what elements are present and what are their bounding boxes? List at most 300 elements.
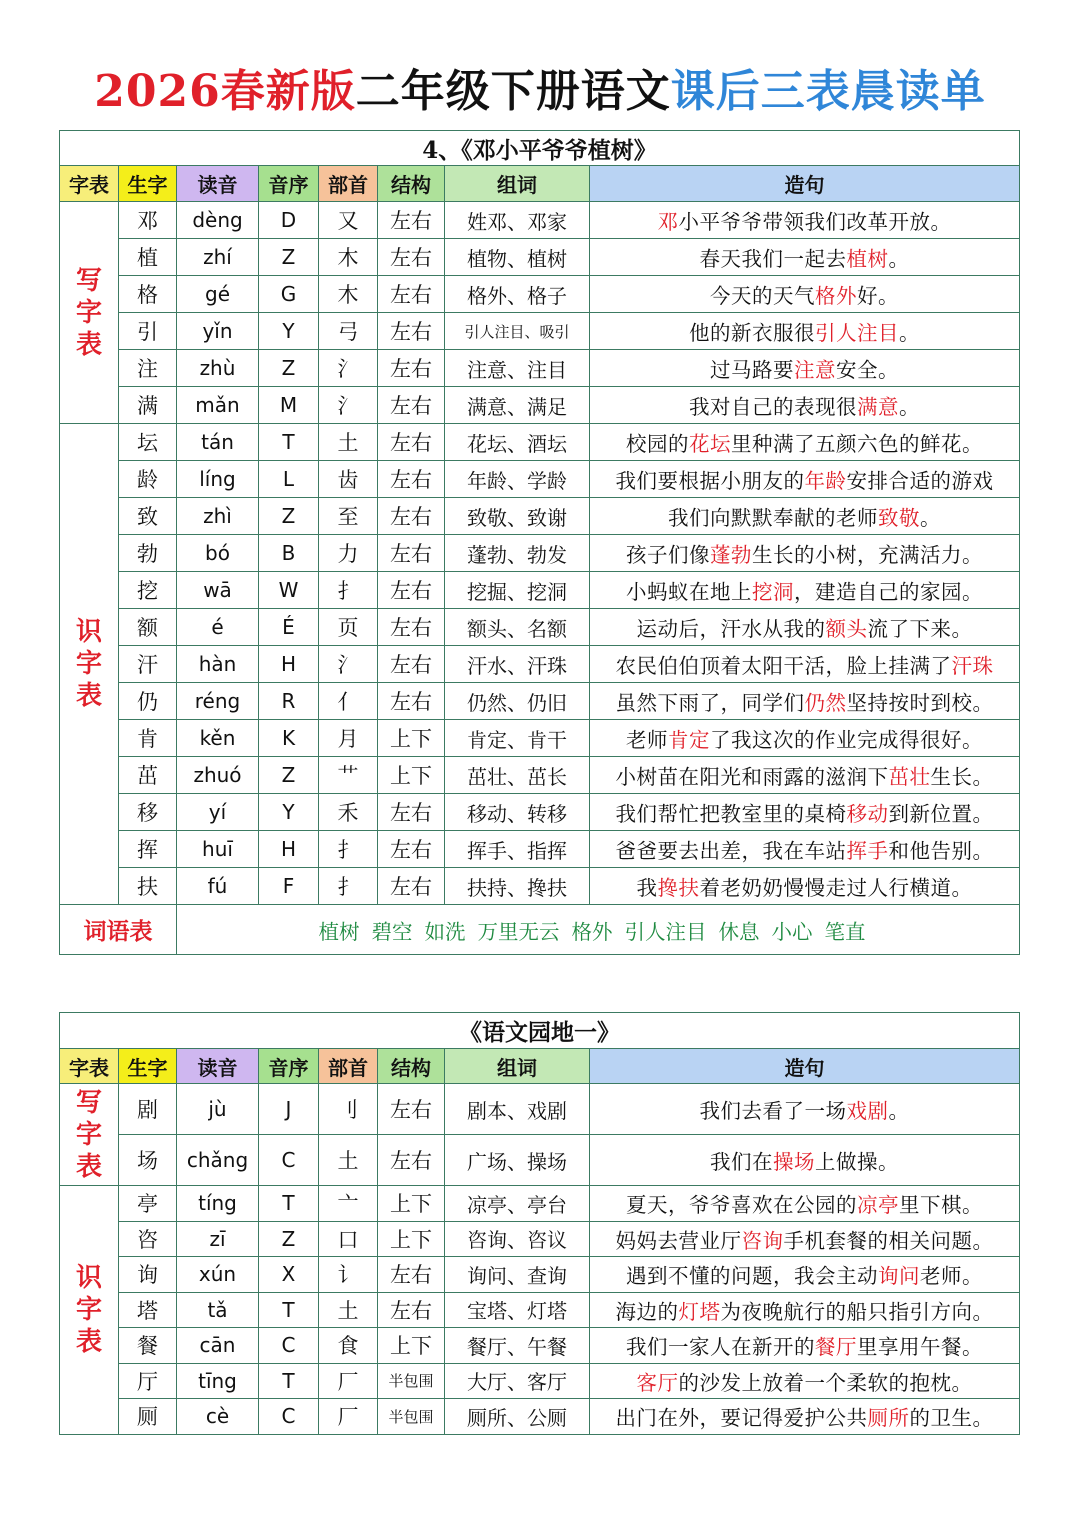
sentence-cell [590, 1221, 1020, 1257]
letter-cell: L [259, 461, 319, 498]
sentence-text: 生长的小树，充满活力。 [752, 543, 983, 567]
radical-cell: 氵 [319, 387, 378, 424]
sentence-cell [590, 535, 1020, 572]
table-row [60, 313, 1020, 350]
sentence-text: 出门在外，要记得爱护公共 [615, 1406, 868, 1431]
sentence-text: 里享用午餐。 [857, 1335, 983, 1360]
table-row [60, 1363, 1020, 1399]
table-row [60, 572, 1020, 609]
words-cell: 移动、转移 [445, 794, 590, 831]
sentence-cell [590, 1363, 1020, 1399]
words-cell: 植物、植树 [445, 239, 590, 276]
sentence-text: 着老奶奶慢慢走过人行横道。 [699, 876, 973, 900]
char-cell: 仍 [119, 683, 177, 720]
header-duyin: 读音 [177, 166, 259, 202]
structure-cell: 上下 [378, 720, 445, 757]
structure-cell: 左右 [378, 202, 445, 239]
header-bushou: 部首 [319, 166, 378, 202]
sentence-cell [590, 646, 1020, 683]
char-cell: 肯 [119, 720, 177, 757]
letter-cell: Z [259, 757, 319, 794]
table-row [60, 1257, 1020, 1293]
highlight-word: 汗珠 [951, 654, 994, 678]
structure-cell: 左右 [378, 239, 445, 276]
words-cell: 广场、操场 [445, 1135, 590, 1186]
table-row [60, 387, 1020, 424]
table-row [60, 1135, 1020, 1186]
words-cell: 注意、注目 [445, 350, 590, 387]
highlight-word: 格外 [815, 284, 857, 308]
sentence-cell [590, 424, 1020, 461]
vocab-word: 休息 [718, 919, 760, 944]
char-cell: 邓 [119, 202, 177, 239]
highlight-word: 肯定 [668, 728, 710, 752]
words-cell: 宝塔、灯塔 [445, 1292, 590, 1328]
table-row [60, 831, 1020, 868]
char-cell: 厕 [119, 1399, 177, 1435]
pinyin-cell: réng [177, 683, 259, 720]
words-cell: 额头、名额 [445, 609, 590, 646]
sentence-text: 的沙发上放着一个柔软的抱枕。 [678, 1370, 973, 1395]
words-cell: 咨询、咨议 [445, 1221, 590, 1257]
char-cell: 挖 [119, 572, 177, 609]
table-row [60, 498, 1020, 535]
radical-cell: 齿 [319, 461, 378, 498]
sentence-text: 安排合适的游戏 [846, 469, 994, 493]
sentence-text: 他的新衣服很 [689, 321, 815, 345]
table-row [60, 609, 1020, 646]
table-row [60, 1186, 1020, 1222]
words-cell: 凉亭、亭台 [445, 1186, 590, 1222]
radical-cell: 扌 [319, 868, 378, 905]
radical-cell: 扌 [319, 831, 378, 868]
structure-cell: 左右 [378, 609, 445, 646]
pinyin-cell: zhì [177, 498, 259, 535]
table-row [60, 683, 1020, 720]
sentence-text: 和他告别。 [888, 839, 994, 863]
structure-cell: 左右 [378, 646, 445, 683]
sentence-text: 我们去看了一场 [699, 1099, 847, 1123]
group-label-char: 表 [75, 329, 102, 360]
lesson2-table [59, 1012, 1020, 1435]
vocab-word: 格外 [571, 919, 613, 944]
char-cell: 满 [119, 387, 177, 424]
header-yinxu: 音序 [259, 166, 319, 202]
char-cell: 厅 [119, 1363, 177, 1399]
structure-cell: 左右 [378, 313, 445, 350]
highlight-word: 灯塔 [678, 1299, 721, 1324]
highlight-word: 致敬 [878, 506, 920, 530]
sentence-cell [590, 868, 1020, 905]
structure-cell: 上下 [378, 1221, 445, 1257]
pinyin-cell: gé [177, 276, 259, 313]
letter-cell: H [259, 831, 319, 868]
table-row [60, 868, 1020, 905]
sentence-text: 。 [899, 321, 920, 345]
char-cell: 场 [119, 1135, 177, 1186]
words-cell: 肯定、肯干 [445, 720, 590, 757]
highlight-word: 额头 [825, 617, 868, 641]
highlight-word: 满意 [857, 395, 899, 419]
pinyin-cell: tǎ [177, 1292, 259, 1328]
radical-cell: 土 [319, 1135, 378, 1186]
letter-cell: C [259, 1328, 319, 1364]
letter-cell: G [259, 276, 319, 313]
radical-cell: 讠 [319, 1257, 378, 1293]
char-cell: 塔 [119, 1292, 177, 1328]
group-label-char: 识 [75, 1262, 102, 1293]
structure-cell: 左右 [378, 1292, 445, 1328]
highlight-word: 年龄 [804, 469, 847, 493]
letter-cell: Y [259, 313, 319, 350]
group-label-char: 写 [75, 1087, 102, 1118]
letter-cell: W [259, 572, 319, 609]
radical-cell: 至 [319, 498, 378, 535]
group-label-char: 写 [75, 265, 102, 296]
sentence-text: 虽然下雨了，同学们 [615, 691, 805, 715]
header-yinxu: 音序 [259, 1049, 319, 1084]
group-label-char: 表 [75, 1151, 102, 1182]
highlight-word: 植树 [846, 247, 889, 271]
highlight-word: 询问 [878, 1264, 920, 1289]
structure-cell: 左右 [378, 683, 445, 720]
char-cell: 餐 [119, 1328, 177, 1364]
words-cell: 厕所、公厕 [445, 1399, 590, 1435]
sentence-text: 爸爸要去出差，我在车站 [615, 839, 847, 863]
vocab-word: 小心 [771, 919, 813, 944]
table-row [60, 239, 1020, 276]
sentence-text: 生长。 [930, 765, 994, 789]
sentence-cell [590, 313, 1020, 350]
sentence-text: 。 [920, 506, 941, 530]
char-cell: 植 [119, 239, 177, 276]
letter-cell: Y [259, 794, 319, 831]
pinyin-cell: yǐn [177, 313, 259, 350]
letter-cell: Z [259, 1221, 319, 1257]
pinyin-cell: kěn [177, 720, 259, 757]
sentence-text: ，建造自己的家园。 [794, 580, 983, 604]
sentence-text: 好。 [857, 284, 899, 308]
highlight-word: 移动 [846, 802, 889, 826]
header-jiegou: 结构 [378, 166, 445, 202]
char-cell: 剧 [119, 1084, 177, 1135]
sentence-cell [590, 1328, 1020, 1364]
radical-cell: 厂 [319, 1399, 378, 1435]
words-cell: 致敬、致谢 [445, 498, 590, 535]
words-cell: 仍然、仍旧 [445, 683, 590, 720]
header-shengzi: 生字 [119, 1049, 177, 1084]
radical-cell: 厂 [319, 1363, 378, 1399]
radical-cell: 氵 [319, 350, 378, 387]
words-cell: 花坛、酒坛 [445, 424, 590, 461]
sentence-text: 的卫生。 [909, 1406, 994, 1431]
sentence-cell [590, 1257, 1020, 1293]
sentence-text: 流了下来。 [867, 617, 973, 641]
char-cell: 扶 [119, 868, 177, 905]
letter-cell: T [259, 1186, 319, 1222]
pinyin-cell: xún [177, 1257, 259, 1293]
pinyin-cell: zhí [177, 239, 259, 276]
words-cell: 姓邓、邓家 [445, 202, 590, 239]
pinyin-cell: tán [177, 424, 259, 461]
sentence-cell [590, 202, 1020, 239]
header-shengzi: 生字 [119, 166, 177, 202]
structure-cell: 上下 [378, 1186, 445, 1222]
highlight-word: 花坛 [689, 432, 731, 456]
radical-cell: 食 [319, 1328, 378, 1364]
highlight-word: 餐厅 [815, 1335, 857, 1360]
highlight-word: 仍然 [804, 691, 847, 715]
vocab-word: 碧空 [371, 919, 413, 944]
pinyin-cell: fú [177, 868, 259, 905]
xiezi-label [60, 1084, 119, 1186]
group-label-char: 字 [75, 649, 102, 679]
header-zaoju: 造句 [590, 1049, 1020, 1084]
sentence-cell [590, 757, 1020, 794]
sentence-text: 妈妈去营业厅 [615, 1228, 742, 1253]
char-cell: 坛 [119, 424, 177, 461]
table-row [60, 1399, 1020, 1435]
vocab-word: 如洗 [424, 919, 466, 944]
letter-cell: Z [259, 350, 319, 387]
highlight-word: 邓 [657, 210, 679, 234]
sentence-cell [590, 1186, 1020, 1222]
structure-cell: 上下 [378, 1328, 445, 1364]
structure-cell: 左右 [378, 868, 445, 905]
sentence-text: 里下棋。 [899, 1193, 983, 1218]
words-cell: 大厅、客厅 [445, 1363, 590, 1399]
group-label-char: 字 [75, 1294, 102, 1325]
xiezi-label [60, 202, 119, 424]
sentence-cell [590, 794, 1020, 831]
sentence-text: 我们要根据小朋友的 [615, 469, 805, 493]
char-cell: 挥 [119, 831, 177, 868]
table-row [60, 461, 1020, 498]
page-title [0, 62, 1080, 122]
highlight-word: 凉亭 [857, 1193, 899, 1218]
table-row [60, 276, 1020, 313]
table-row [60, 424, 1020, 461]
words-cell: 询问、查询 [445, 1257, 590, 1293]
sentence-cell [590, 1084, 1020, 1135]
header-zaoju: 造句 [590, 166, 1020, 202]
radical-cell: 刂 [319, 1084, 378, 1135]
words-cell: 扶持、搀扶 [445, 868, 590, 905]
structure-cell: 左右 [378, 831, 445, 868]
group-label-char: 表 [75, 1326, 102, 1357]
sentence-text: 安全。 [836, 358, 899, 382]
highlight-word: 戏剧 [846, 1099, 889, 1123]
pinyin-cell: zhù [177, 350, 259, 387]
sentence-text: 孩子们像 [626, 543, 710, 567]
sentence-text: 我们在 [710, 1150, 773, 1174]
sentence-text: 我们向默默奉献的老师 [668, 506, 878, 530]
sentence-text: 小平爷爷带领我们改革开放。 [678, 210, 952, 234]
table-row [60, 646, 1020, 683]
sentence-text: 上做操。 [815, 1150, 899, 1174]
structure-cell: 左右 [378, 387, 445, 424]
structure-cell: 左右 [378, 1135, 445, 1186]
sentence-text: 运动后，汗水从我的 [636, 617, 826, 641]
highlight-word: 挖洞 [752, 580, 794, 604]
title-part-blue: 课后三表晨读单 [670, 66, 986, 117]
pinyin-cell: zhuó [177, 757, 259, 794]
sentence-text: 过马路要 [710, 358, 794, 382]
letter-cell: C [259, 1135, 319, 1186]
pinyin-cell: tíng [177, 1186, 259, 1222]
pinyin-cell: wā [177, 572, 259, 609]
sentence-text: 我 [636, 876, 658, 900]
char-cell: 咨 [119, 1221, 177, 1257]
vocab-list [177, 905, 1020, 955]
pinyin-cell: líng [177, 461, 259, 498]
sentence-text: 。 [899, 395, 920, 419]
sentence-cell [590, 239, 1020, 276]
letter-cell: H [259, 646, 319, 683]
sentence-text: 遇到不懂的问题，我会主动 [626, 1264, 878, 1289]
vocab-word: 万里无云 [477, 919, 560, 944]
letter-cell: K [259, 720, 319, 757]
char-cell: 汗 [119, 646, 177, 683]
sentence-text: 了我这次的作业完成得很好。 [710, 728, 983, 752]
letter-cell: X [259, 1257, 319, 1293]
header-zuci: 组词 [445, 1049, 590, 1084]
char-cell: 注 [119, 350, 177, 387]
structure-cell: 左右 [378, 276, 445, 313]
words-cell: 满意、满足 [445, 387, 590, 424]
letter-cell: F [259, 868, 319, 905]
sentence-text: 海边的 [615, 1299, 679, 1324]
group-label-char: 字 [75, 1119, 102, 1150]
words-cell: 餐厅、午餐 [445, 1328, 590, 1364]
radical-cell: 亠 [319, 1186, 378, 1222]
pinyin-cell: zī [177, 1221, 259, 1257]
radical-cell: 又 [319, 202, 378, 239]
letter-cell: É [259, 609, 319, 646]
radical-cell: 页 [319, 609, 378, 646]
words-cell: 挖掘、挖洞 [445, 572, 590, 609]
pinyin-cell: jù [177, 1084, 259, 1135]
words-cell: 蓬勃、勃发 [445, 535, 590, 572]
sentence-text: 里种满了五颜六色的鲜花。 [731, 432, 983, 456]
highlight-word: 引人注目 [815, 321, 899, 345]
header-duyin: 读音 [177, 1049, 259, 1084]
words-cell: 剧本、戏剧 [445, 1084, 590, 1135]
sentence-text: 坚持按时到校。 [846, 691, 994, 715]
pinyin-cell: cān [177, 1328, 259, 1364]
sentence-text: 我们帮忙把教室里的桌椅 [615, 802, 847, 826]
vocab-label: 词语表 [60, 905, 177, 955]
radical-cell: 禾 [319, 794, 378, 831]
words-cell: 引人注目、吸引 [445, 313, 590, 350]
table-row [60, 794, 1020, 831]
table-row [60, 1084, 1020, 1135]
char-cell: 询 [119, 1257, 177, 1293]
letter-cell: T [259, 1363, 319, 1399]
table-row [60, 1221, 1020, 1257]
letter-cell: Z [259, 498, 319, 535]
pinyin-cell: chǎng [177, 1135, 259, 1186]
words-cell: 茁壮、茁长 [445, 757, 590, 794]
letter-cell: D [259, 202, 319, 239]
sentence-text: 农民伯伯顶着太阳干活，脸上挂满了 [615, 654, 952, 678]
header-zibiao: 字表 [60, 1049, 119, 1084]
lesson-caption: 《语文园地一》 [60, 1013, 1020, 1049]
table-row [60, 350, 1020, 387]
structure-cell: 左右 [378, 572, 445, 609]
sentence-cell [590, 387, 1020, 424]
letter-cell: M [259, 387, 319, 424]
structure-cell: 左右 [378, 535, 445, 572]
sentence-cell [590, 276, 1020, 313]
structure-cell: 左右 [378, 794, 445, 831]
sentence-text: 校园的 [626, 432, 689, 456]
group-label-char: 识 [75, 617, 102, 647]
sentence-text: 。 [888, 1099, 910, 1123]
sentence-text: 小蚂蚁在地上 [626, 580, 752, 604]
sentence-text: 今天的天气 [710, 284, 815, 308]
sentence-text: 老师。 [920, 1264, 983, 1289]
structure-cell: 左右 [378, 498, 445, 535]
char-cell: 致 [119, 498, 177, 535]
radical-cell: 扌 [319, 572, 378, 609]
title-part-black: 二年级下册语文 [355, 66, 671, 117]
radical-cell: 氵 [319, 646, 378, 683]
sentence-text: 为夜晚航行的船只指引方向。 [720, 1299, 994, 1324]
words-cell: 年龄、学龄 [445, 461, 590, 498]
title-part-red: 2026春新版 [94, 66, 356, 117]
sentence-text: 手机套餐的相关问题。 [783, 1228, 994, 1253]
highlight-word: 挥手 [846, 839, 889, 863]
sentence-cell [590, 461, 1020, 498]
radical-cell: 木 [319, 276, 378, 313]
highlight-word: 搀扶 [657, 876, 700, 900]
group-label-char: 表 [75, 681, 102, 711]
sentence-text: 春天我们一起去 [699, 247, 847, 271]
radical-cell: 木 [319, 239, 378, 276]
radical-cell: 土 [319, 424, 378, 461]
header-jiegou: 结构 [378, 1049, 445, 1084]
letter-cell: C [259, 1399, 319, 1435]
structure-cell: 上下 [378, 757, 445, 794]
table-row [60, 1292, 1020, 1328]
sentence-cell [590, 831, 1020, 868]
letter-cell: T [259, 424, 319, 461]
char-cell: 引 [119, 313, 177, 350]
vocab-word: 引人注目 [624, 919, 707, 944]
structure-cell: 半包围 [378, 1399, 445, 1435]
sentence-text: 。 [888, 247, 910, 271]
char-cell: 格 [119, 276, 177, 313]
highlight-word: 客厅 [636, 1370, 679, 1395]
sentence-cell [590, 350, 1020, 387]
sentence-text: 我对自己的表现很 [689, 395, 857, 419]
sentence-text: 小树苗在阳光和雨露的滋润下 [615, 765, 889, 789]
char-cell: 龄 [119, 461, 177, 498]
highlight-word: 厕所 [867, 1406, 910, 1431]
sentence-cell [590, 572, 1020, 609]
sentence-cell [590, 1135, 1020, 1186]
char-cell: 勃 [119, 535, 177, 572]
pinyin-cell: dèng [177, 202, 259, 239]
vocab-word: 笔直 [824, 919, 866, 944]
pinyin-cell: hàn [177, 646, 259, 683]
sentence-text: 我们一家人在新开的 [626, 1335, 815, 1360]
structure-cell: 半包围 [378, 1363, 445, 1399]
letter-cell: Z [259, 239, 319, 276]
radical-cell: 口 [319, 1221, 378, 1257]
table-row [60, 1328, 1020, 1364]
